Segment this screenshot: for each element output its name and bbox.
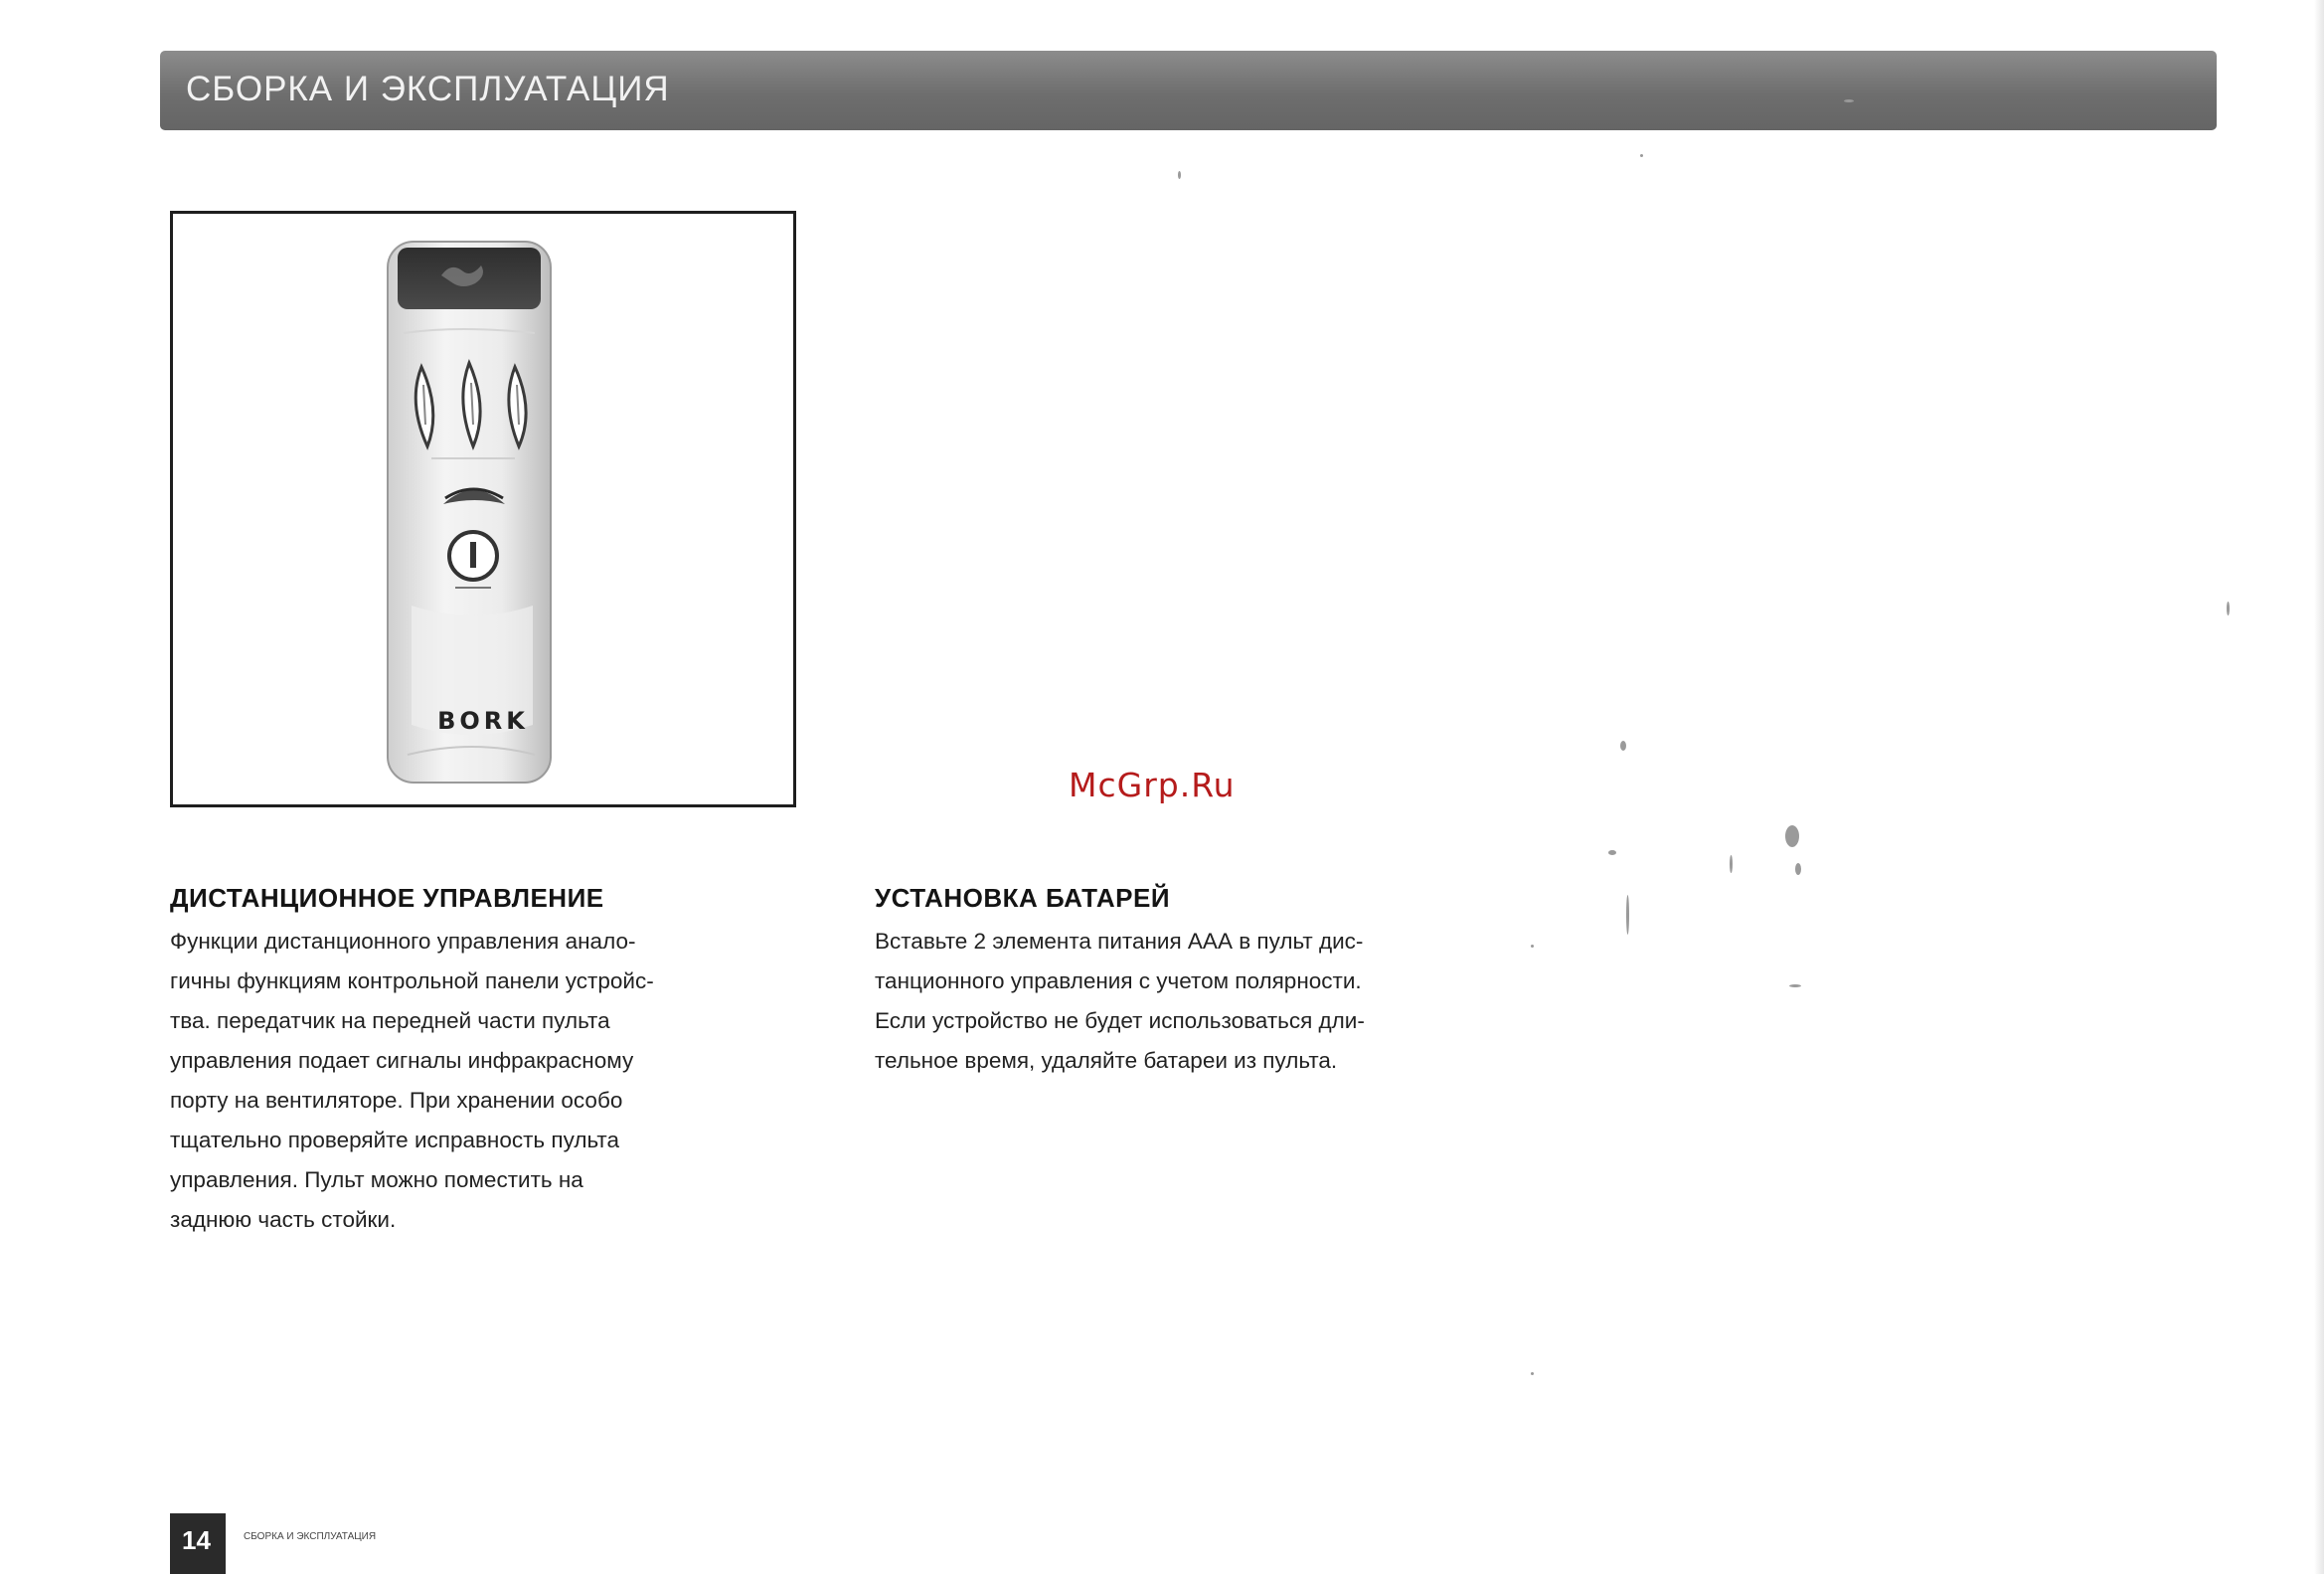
remote-photo-frame (170, 211, 796, 807)
watermark: McGrp.Ru (1069, 766, 1236, 804)
paragraph-line: гичны функциям контрольной панели устройс- (170, 968, 654, 993)
paragraph-line: тельное время, удаляйте батареи из пульта. (875, 1048, 1338, 1073)
scan-edge (2314, 0, 2324, 1574)
paragraph-line: управления. Пульт можно поместить на (170, 1167, 583, 1192)
paragraph-line: танционного управления с учетом полярности. (875, 968, 1362, 993)
footer-section-label: СБОРКА И ЭКСПЛУАТАЦИЯ (244, 1531, 377, 1542)
battery-installation-heading: УСТАНОВКА БАТАРЕЙ (875, 883, 1171, 913)
paragraph-line: тва. передатчик на передней части пульта (170, 1008, 610, 1033)
paragraph-line: Функции дистанционного управления анало- (170, 929, 636, 954)
page-number: 14 (182, 1525, 211, 1555)
paragraph-line: Вставьте 2 элемента питания ААА в пульт дис- (875, 929, 1364, 954)
paragraph-line: заднюю часть стойки. (170, 1207, 397, 1232)
page-number-badge (170, 1513, 226, 1574)
brand-logo: BORK (437, 707, 529, 735)
paragraph-line: тщательно проверяйте исправность пульта (170, 1128, 619, 1152)
remote-control-section (170, 883, 806, 1240)
remote-control-icon (384, 238, 555, 787)
battery-installation-section (875, 883, 1531, 1081)
section-header-bar (160, 51, 2217, 130)
section-title: СБОРКА И ЭКСПЛУАТАЦИЯ (186, 70, 670, 108)
paragraph-line: Если устройство не будет использоваться дли- (875, 1008, 1365, 1033)
remote-control-heading: ДИСТАНЦИОННОЕ УПРАВЛЕНИЕ (170, 883, 604, 913)
paragraph-line: порту на вентиляторе. При хранении особо (170, 1088, 623, 1113)
paragraph-line: управления подает сигналы инфракрасному (170, 1048, 634, 1073)
